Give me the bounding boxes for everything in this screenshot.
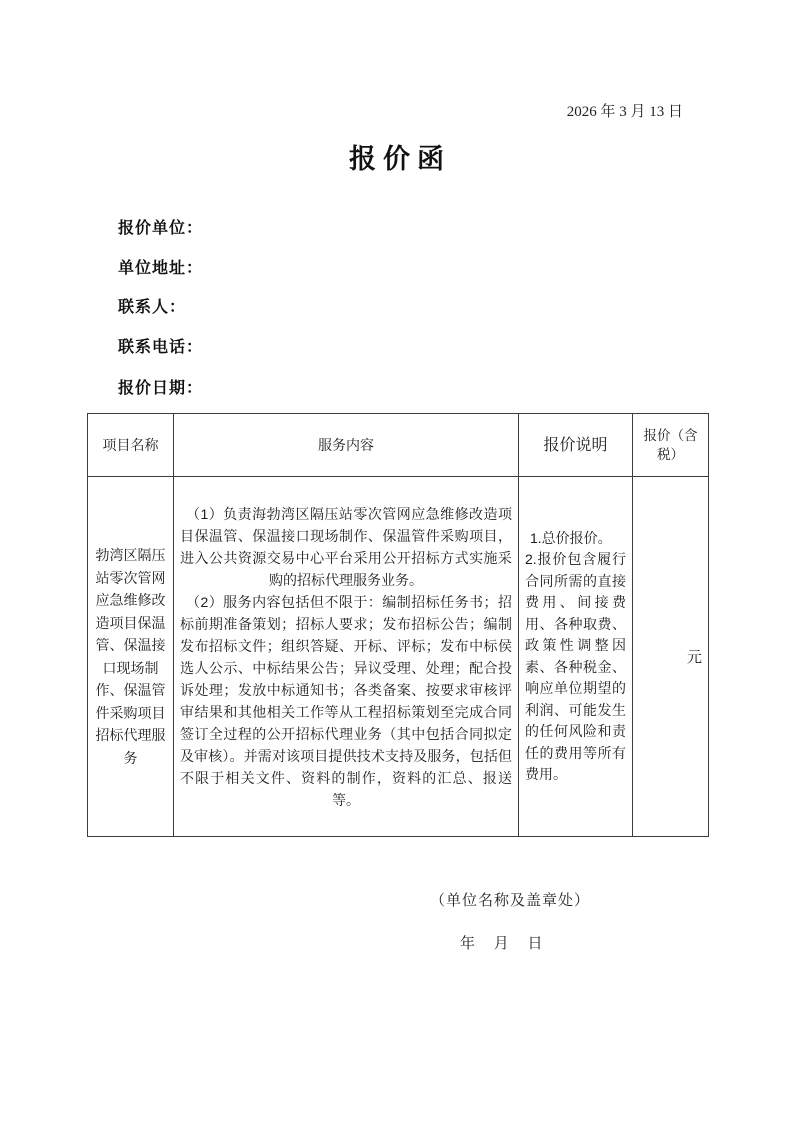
cell-service-content [174,477,519,837]
quote-note-line-2: 2.报价包含履行合同所需的直接费用、间接费用、各种取费、政策性调整因素、各种税金、响应单位期望的利润、可能发生的任何风险和责任的费用等所有费用。 [525,551,626,782]
seal-placeholder-text: （单位名称及盖章处） [430,893,591,909]
date-placeholder-text: 年 月 日 [460,936,543,952]
cell-price-unit: 元 [633,477,709,837]
field-label-contact-person: 联系人： [118,299,187,316]
quotation-table [87,413,709,837]
quote-note-line-1: 1.总价报价。 [530,529,612,546]
cell-quote-note [519,477,633,837]
field-label-quote-unit: 报价单位： [118,220,204,237]
field-label-quote-date: 报价日期： [118,380,204,397]
header-price-incl-tax: 报价（含税） [633,414,709,477]
page-title: 报价函 [349,144,451,174]
field-label-unit-address: 单位地址： [118,260,204,277]
header-service-content: 服务内容 [174,414,519,477]
header-project-name: 项目名称 [88,414,174,477]
header-quote-note: 报价说明 [519,414,633,477]
table-header-row [88,414,709,477]
service-paragraph-1: （1）负责海勃湾区隔压站零次管网应急维修改造项目保温管、保温接口现场制作、保温管件采购项目，进入公共资源交易中心平台采用公开招标方式实施采购的招标代理服务业务。 [180,505,512,588]
document-date: 2026 年 3 月 13 日 [566,104,683,120]
service-paragraph-2: （2）服务内容包括但不限于：编制招标任务书；招标前期准备策划；招标人要求；发布招标公告；编制发布招标文件；组织答疑、开标、评标；发布中标侯选人公示、中标结果公告；异议受理、处理；配合投诉处理；发放中标通知书；各类备案、按要求审核评审结果和其他相关工作等从工程招标策划至完成合同签订全过程的公开招标代理业务（其中包括合同拟定及审核）。并需对该项目提供技术支持及服务，包括但不限于相关文件、资料的制作，资料的汇总、报送等。 [180,593,512,808]
field-label-contact-phone: 联系电话： [118,339,204,356]
cell-project-name: 勃湾区隔压站零次管网应急维修改造项目保温管、保温接口现场制作、保温管件采购项目招标代理服务 [88,477,174,837]
table-row [88,477,709,837]
